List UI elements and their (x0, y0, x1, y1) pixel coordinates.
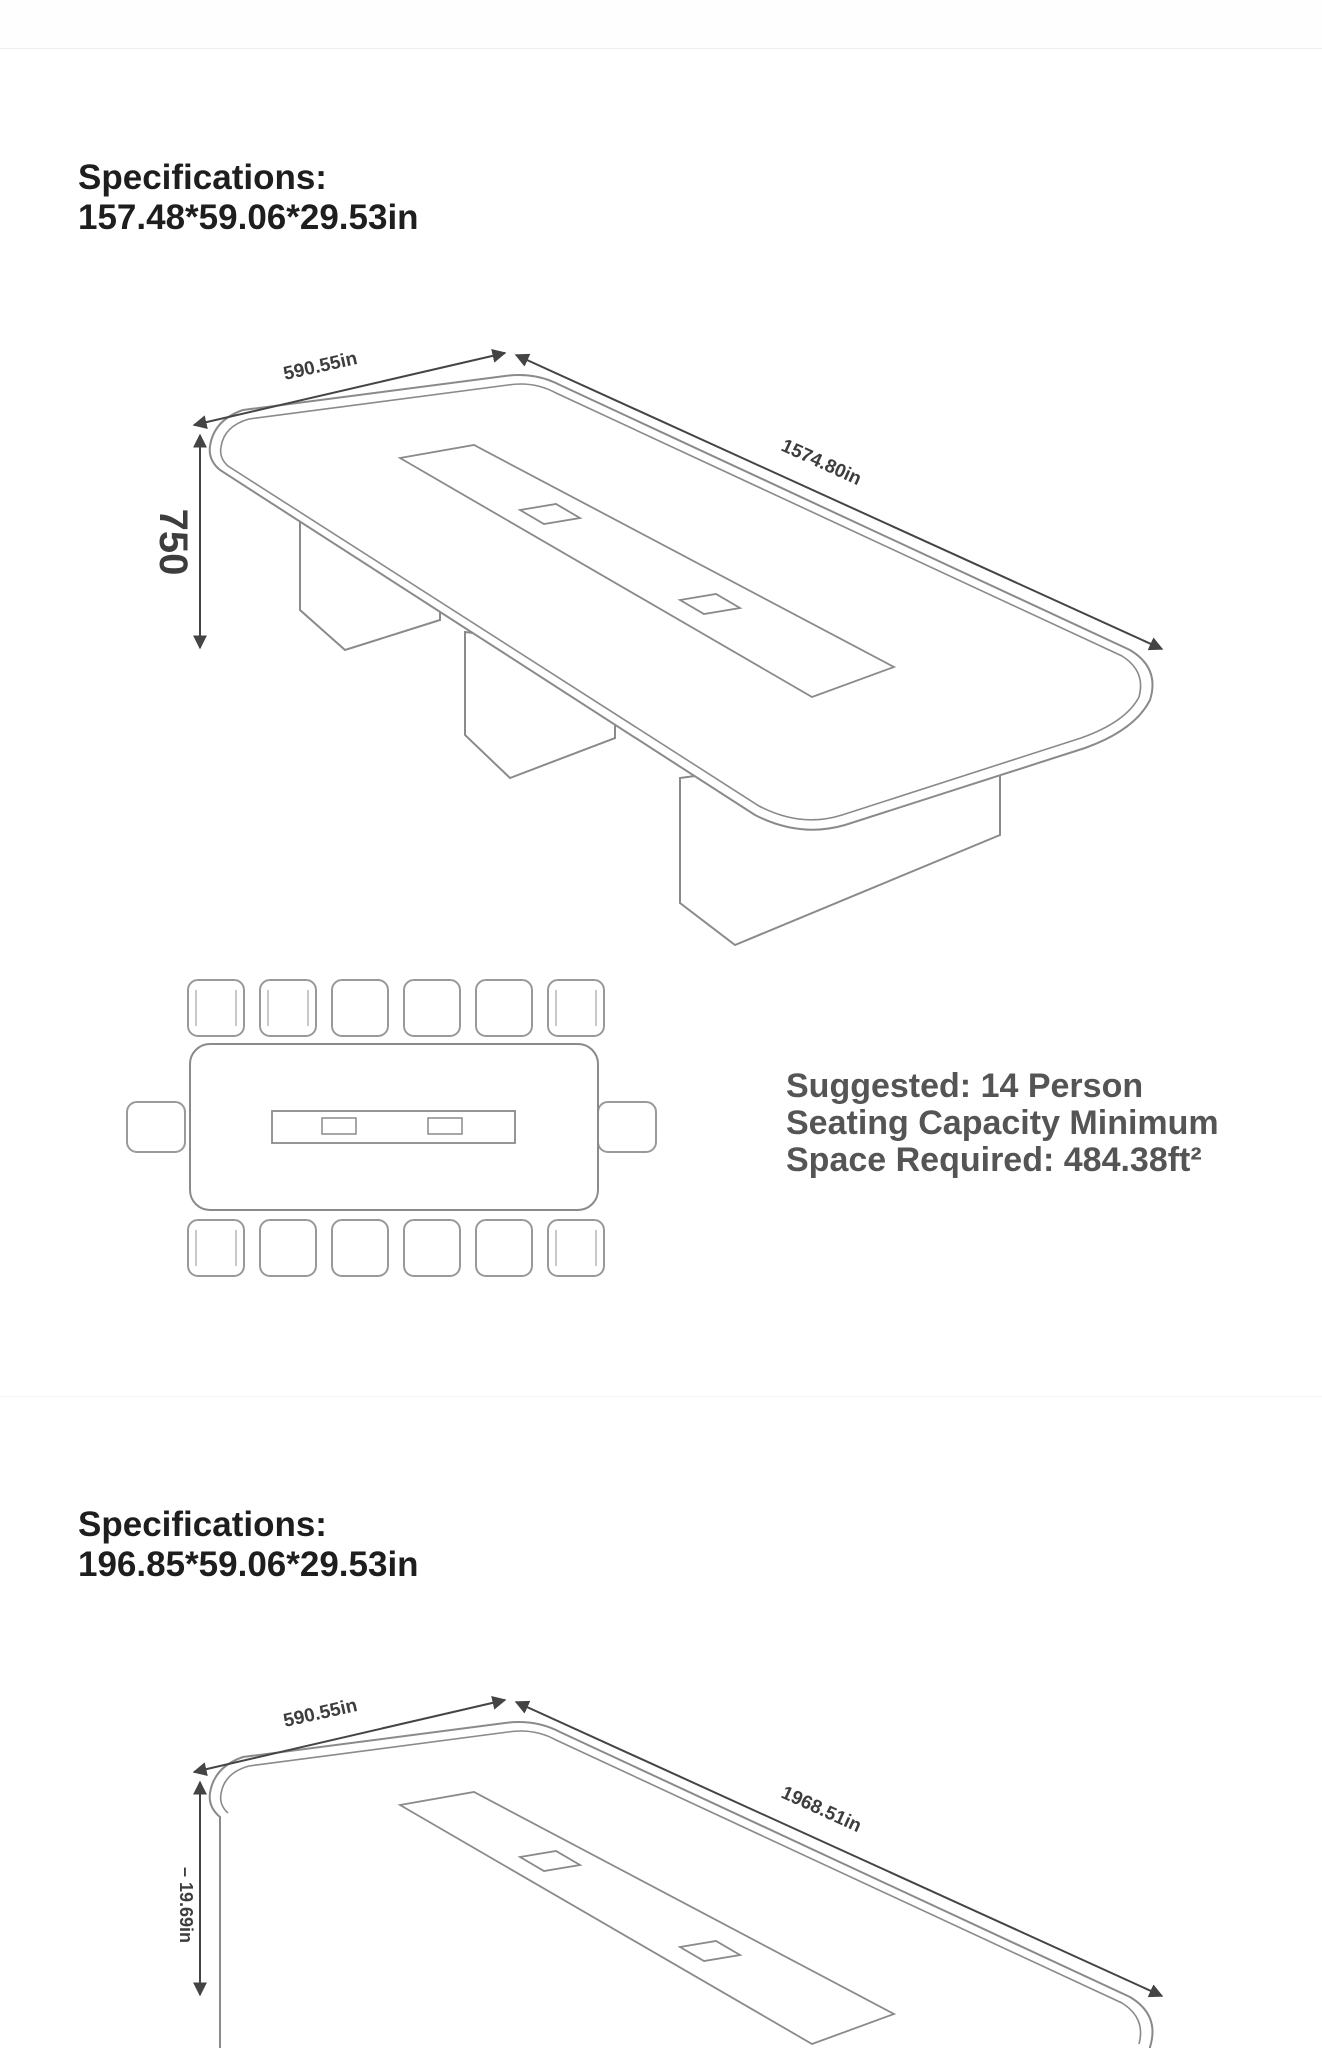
seating-line-1: Suggested: 14 Person (786, 1067, 1144, 1105)
length-dimension-label: 1968.51in (777, 1782, 865, 1838)
spec-value-2: 196.85*59.06*29.53in (78, 1545, 419, 1584)
spec-label-1: Specifications: (78, 158, 327, 197)
length-dimension-label: 1574.80in (777, 435, 865, 491)
width-dimension-label: 590.55in (281, 348, 360, 385)
seating-line-3: Space Required: 484.38ft² (786, 1141, 1202, 1179)
width-dimension-label: 590.55in (281, 1695, 360, 1732)
height-dimension-label: – 19.69in (176, 1866, 196, 1944)
table-top-outer (210, 1722, 1153, 2048)
seating-line-2: Seating Capacity Minimum (786, 1104, 1219, 1142)
spec-label-2: Specifications: (78, 1505, 327, 1544)
spec-value-1: 157.48*59.06*29.53in (78, 198, 419, 237)
height-dimension-label: 750 (151, 508, 195, 576)
